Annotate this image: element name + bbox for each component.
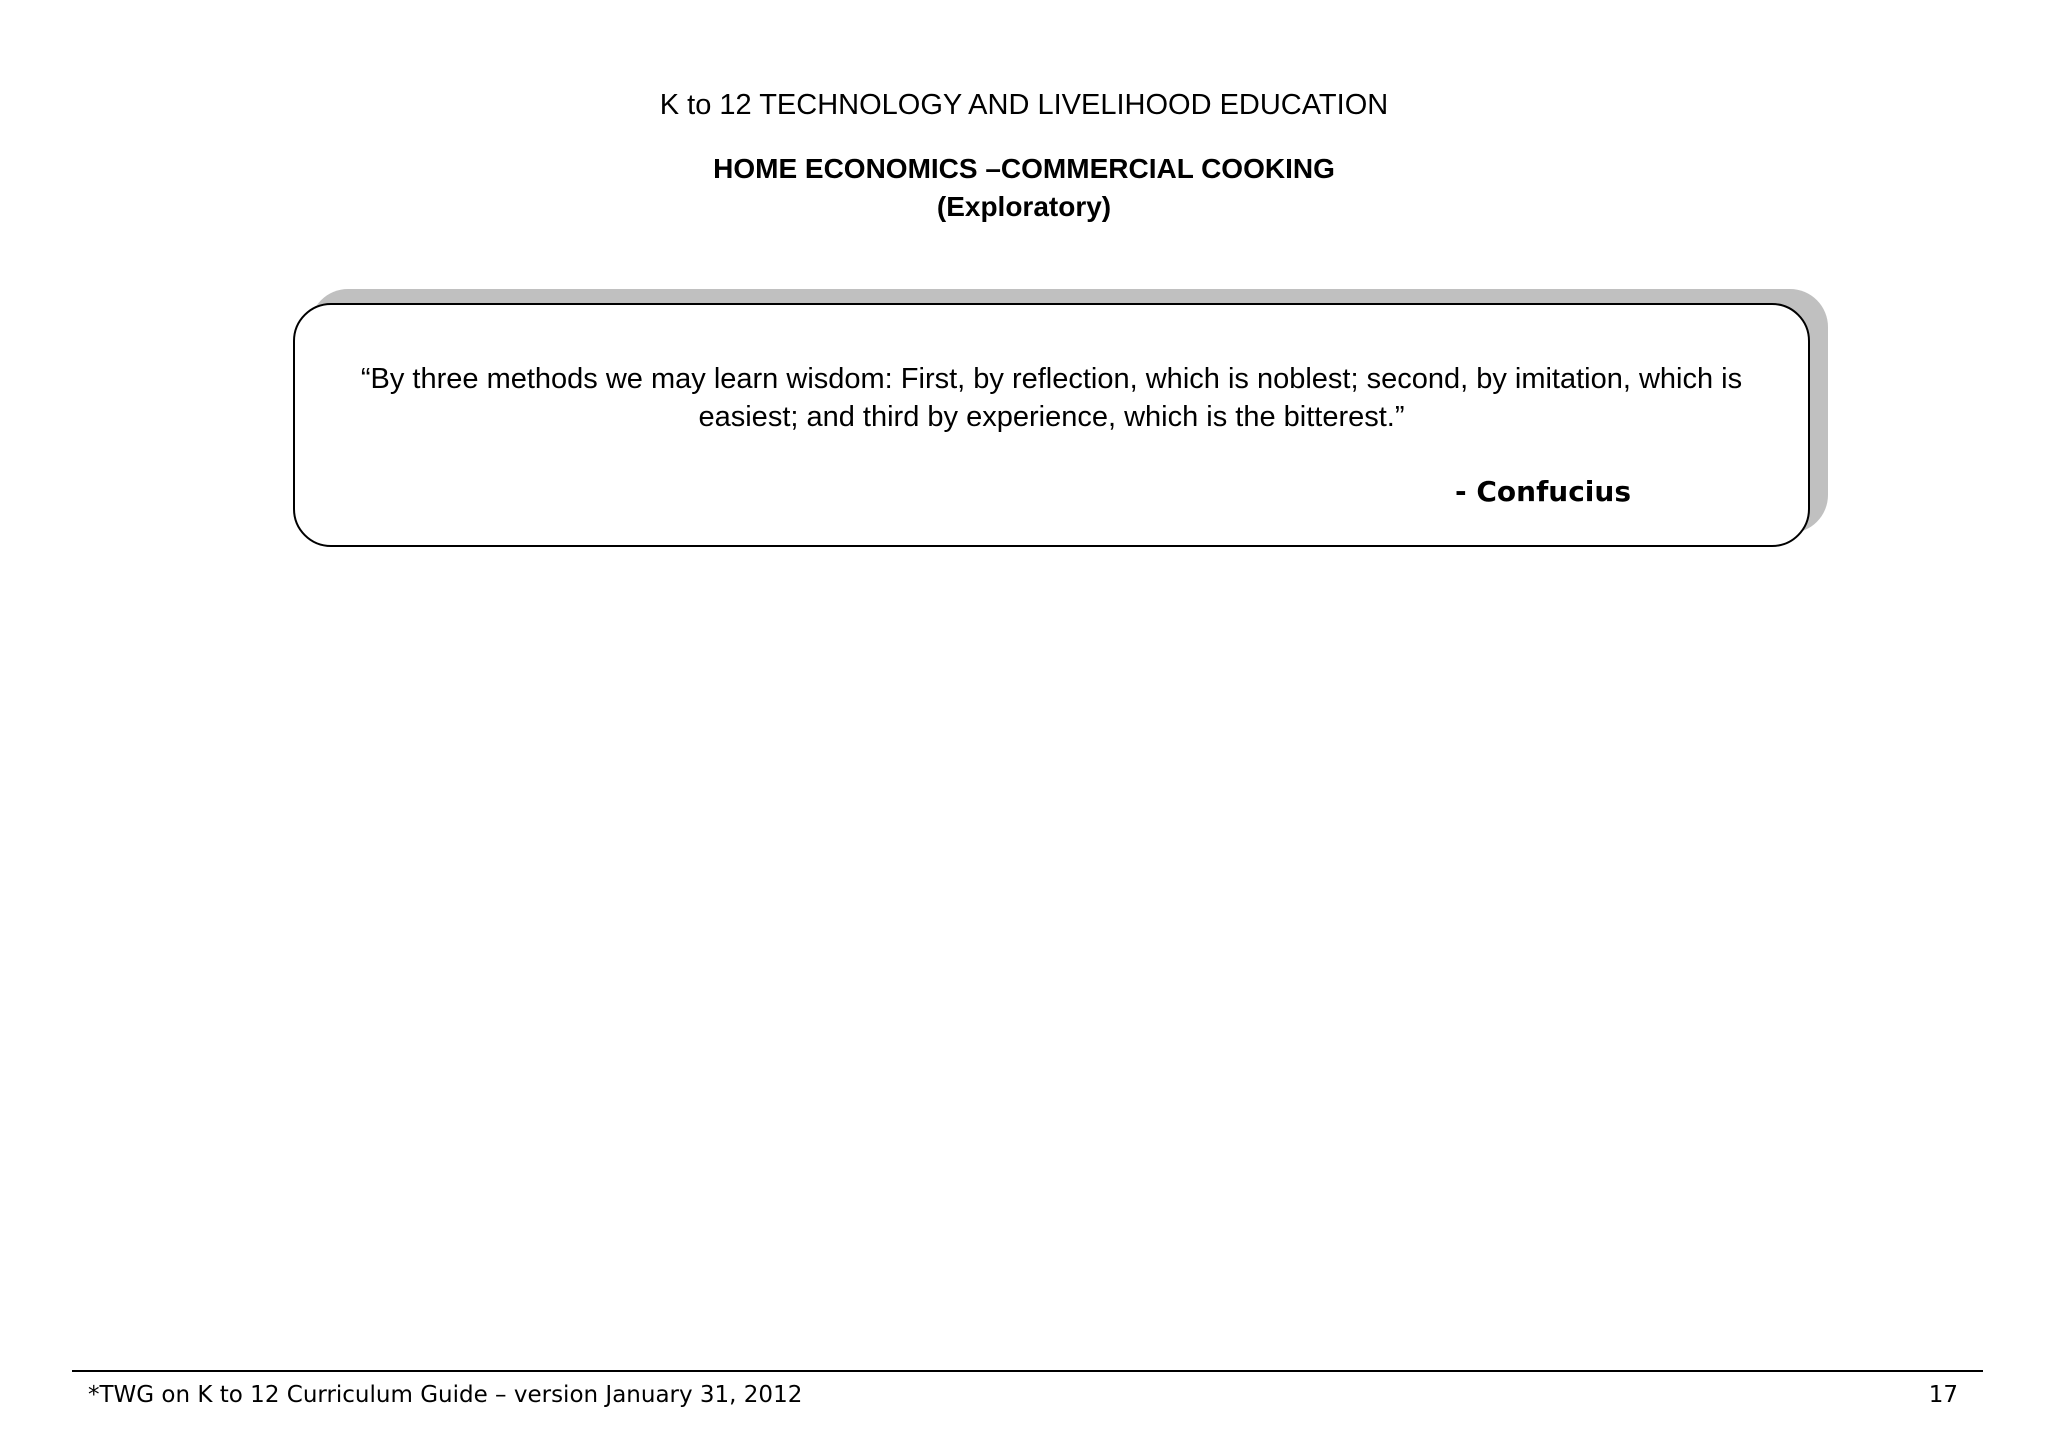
page-number: 17 (1928, 1382, 1958, 1408)
quote-box (293, 303, 1810, 547)
program-title: K to 12 TECHNOLOGY AND LIVELIHOOD EDUCATION (659, 89, 1389, 121)
footer-note: *TWG on K to 12 Curriculum Guide – version January 31, 2012 (88, 1382, 803, 1408)
footer-divider (72, 1370, 1983, 1372)
subject-title: HOME ECONOMICS –COMMERCIAL COOKING (713, 153, 1335, 184)
quote-author: - Confucius (1455, 475, 1631, 508)
quote-text: “By three methods we may learn wisdom: First, by reflection, which is noblest; second, by imitation, which is easiest; and third by experience, which is the bitterest.” (360, 363, 1743, 433)
subject-subtitle: (Exploratory) (936, 191, 1112, 222)
